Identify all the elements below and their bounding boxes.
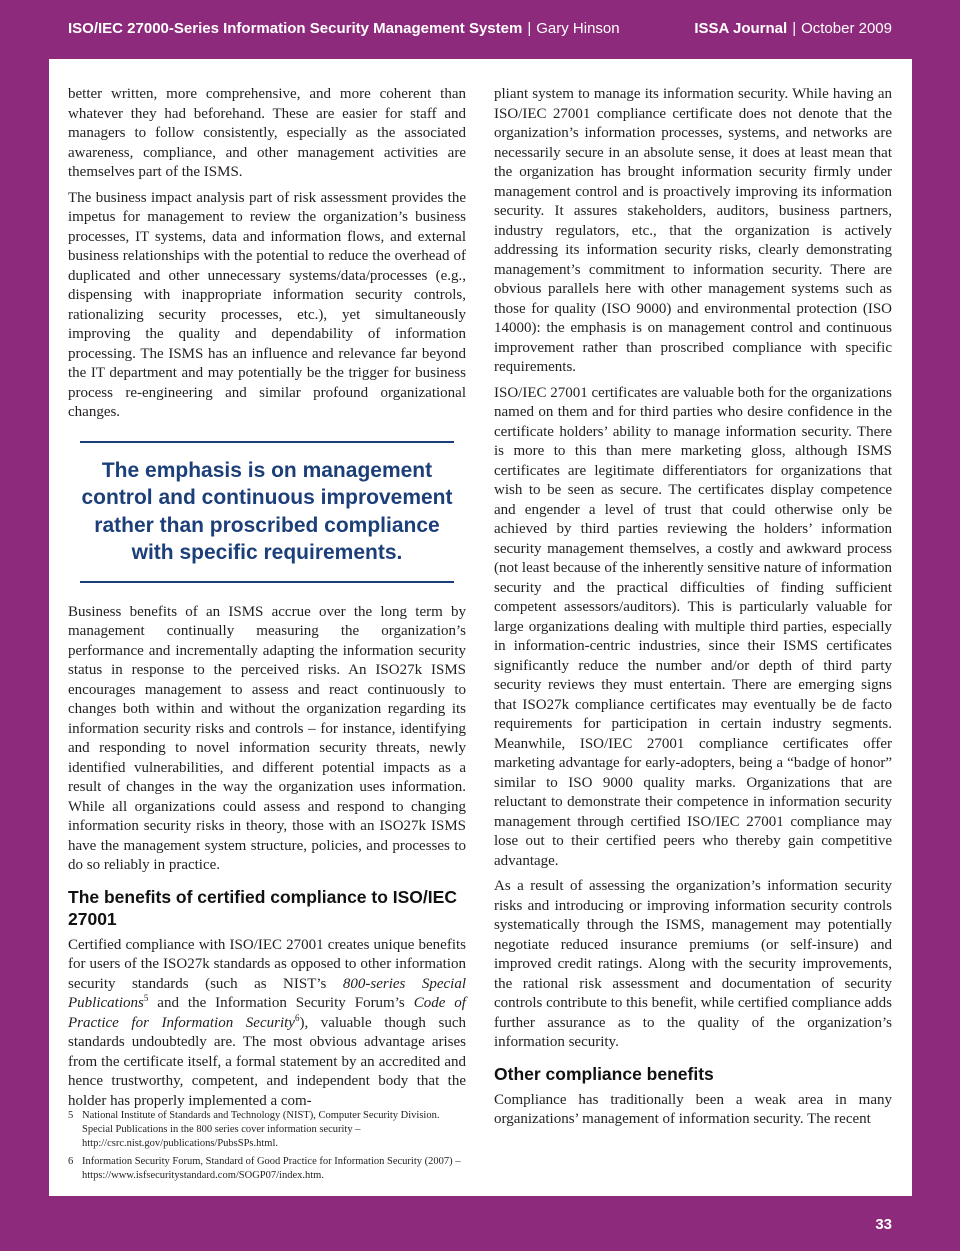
citation-emphasis: 800-series Special Publications: [68, 975, 466, 1011]
paragraph: Compliance has traditionally been a weak area in many organizations’ management of information security. The recent: [494, 1091, 892, 1127]
footnote: [68, 1155, 466, 1183]
author-name: Gary Hinson: [536, 20, 620, 37]
paragraph: Business benefits of an ISMS accrue over the long term by management continually measuring the organization’s performance and incrementally adapting the information security status in response to the perceived risks. An ISO27k ISMS encourages management to assess and react continuously to changes both within and without the organization regarding its information security risks and controls – for instance, identifying and responding to novel information security threats, newly identified vulnerabilities, and different potential impacts as a result of changes in the way the organization uses information. While all organizations could assess and respond to changing information security risks in theory, those with an ISO27k ISMS have the management system structure, policies, and processes to do so reliably in practice.: [68, 603, 466, 873]
left-column: [68, 85, 466, 1117]
section-heading: The benefits of certified compliance to ISO/IEC 27001: [68, 886, 457, 929]
footnote-number: 6: [68, 1156, 74, 1167]
paragraph: pliant system to manage its information security. While having an ISO/IEC 27001 compliance certificate does not denote that the organization’s information processes, systems, and networks are necessarily secure in an absolute sense, it does at least mean that the organization has brought information security firmly under management control and is proactively improving its information security. It assures stakeholders, auditors, business partners, industry regulators, etc., that the organization is actively addressing its information security risks, clearly demonstrating management’s commitment to information security. There are obvious parallels here with other management systems such as those for quality (ISO 9000) and environmental protection (ISO 14000): the emphasis is on management control and continuous improvement rather than proscribed compliance with specific requirements.: [494, 86, 892, 375]
footnote-ref: 5: [143, 993, 149, 1003]
journal-name: ISSA Journal: [694, 20, 788, 37]
issue-date: October 2009: [801, 20, 892, 37]
paragraph: As a result of assessing the organization’s information security risks and introducing or improving information security controls systematically through the ISMS, management may potentially negotiate reduced insurance premiums (or self-insure) and improved credit ratings. Along with the security improvements, the rational risk assessment and documentation of security controls contribute to this benefit, while certified compliance adds further assurance as to the quality of the organization’s information security.: [494, 878, 892, 1050]
article-title: ISO/IEC 27000-Series Information Security Management System: [68, 20, 523, 37]
paragraph: better written, more comprehensive, and more coherent than whatever they had beforehand. These are easier for staff and managers to follow consistently, especially as the associated awareness, compliance, and other management activities are themselves part of the ISMS.: [68, 86, 466, 180]
pull-quote: The emphasis is on management control and continuous improvement rather than proscribed compliance with specific requirements.: [80, 441, 454, 583]
footnote-text: Information Security Forum, Standard of Good Practice for Information Security (2007) – https://www.isfsecuritystandard.com/SOGP07/index.htm.: [82, 1156, 461, 1181]
paragraph: The business impact analysis part of risk assessment provides the impetus for management to review the organization’s business processes, IT systems, data and information flows, and external business relationships with the potential to reduce the overhead of duplicated and other unnecessary systems/data/processes (e.g., dispensing with inappropriate information security controls, rationalizing security processes, etc.), yet simultaneously improving the quality and dependability of information processing. The ISMS has an influence and relevance far beyond the IT department and may potentially be the trigger for business process re-engineering and similar profound organizational changes.: [68, 189, 466, 420]
paragraph: ISO/IEC 27001 certificates are valuable both for the organizations named on them and for third parties who desire confidence in the certificate holders’ ability to manage information security. There is more to this than mere marketing gloss, although ISMS certificates are legitimate differentiators for organizations that wish to be seen as secure. The certificates display competence and engender a level of trust that could otherwise only be achieved by third parties reviewing the holders’ information security management themselves, a costly and awkward process (not least because of the inherently sensitive nature of information security and the practical difficulties of finding sufficient competent assessors/auditors). This is particularly valuable for large organizations dealing with multiple third parties, especially in information-centric industries, since their ISMS certificates significantly reduce the number and/or depth of third party security reviews they must entertain. There are emerging signs that ISO27k compliance certificates may eventually be de facto requirements for participation in certain industry segments. Meanwhile, ISO/IEC 27001 compliance certificates offer marketing advantage for early-adopters, being a “badge of honor” similar to ISO 9000 quality marks. Organizations that are reluctant to demonstrate their competence in information security management through certified ISO/IEC 27001 compliance may lose out to their certified peers who thereby gain competitive advantage.: [494, 384, 892, 869]
footnote-number: 5: [68, 1110, 74, 1121]
header-left: ISO/IEC 27000-Series Information Security Management System | Gary Hinson: [68, 20, 620, 37]
right-column: [494, 85, 892, 1136]
header-right: ISSA Journal | October 2009: [694, 20, 892, 37]
footnote: [68, 1109, 466, 1151]
citation-emphasis: Code of Practice for Information Security: [68, 995, 466, 1031]
footnote-ref: 6: [294, 1012, 300, 1023]
page-header: [0, 0, 960, 58]
paragraph: Certified compliance with ISO/IEC 27001 creates unique benefits for users of the ISO27k standards as opposed to other information security standards (such as NIST’s 800-series Special Publications$^5$ and the Information Security Forum’s Code of Practice for Information Security$^6$), valuable though such standards undoubtedly are. The most obvious advantage arises from the certificate itself, a formal statement by an accredited and hence trustworthy, competent, and independent body that the holder has properly implemented a com-: [68, 936, 466, 1109]
section-heading: Other compliance benefits: [494, 1063, 714, 1084]
footnotes: [68, 1109, 466, 1187]
footnote-text: National Institute of Standards and Technology (NIST), Computer Security Division. Special Publications in the 800 series cover information security – http://csrc.nist.gov/publications/PubsSPs.html.: [82, 1110, 440, 1149]
article-panel: [49, 59, 912, 1196]
page-number: 33: [875, 1216, 892, 1233]
